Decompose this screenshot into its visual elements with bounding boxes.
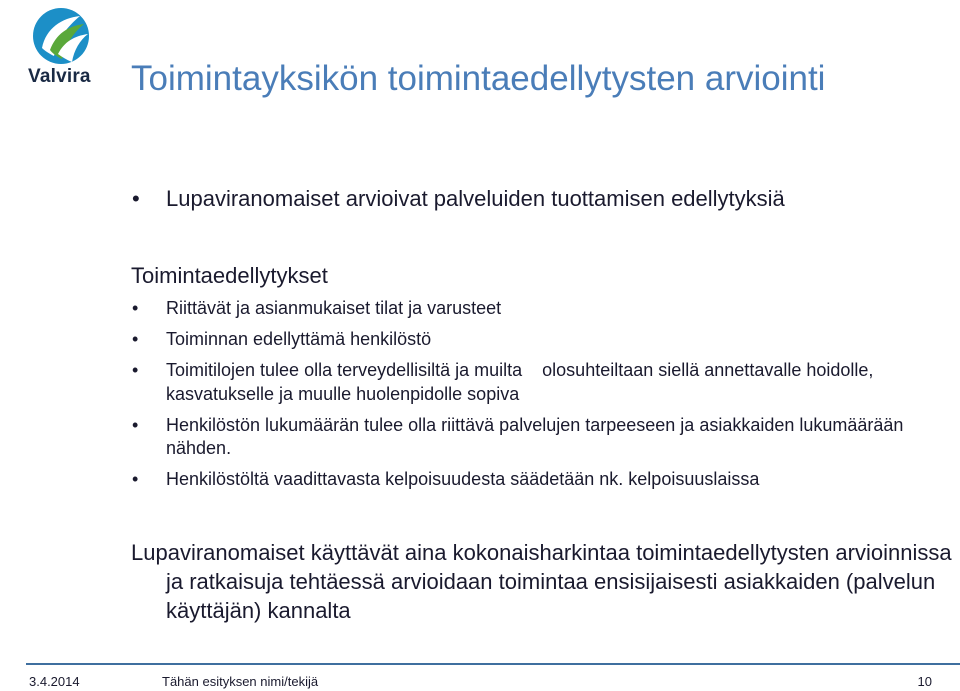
list-item: • Toimitilojen tulee olla terveydellisiltä ja muilta olosuhteiltaan siellä annettavalle hoidolle, kasvatukselle ja muulle huolenpidolle sopiva <box>132 359 932 406</box>
footer-divider <box>26 663 960 665</box>
conclusion-paragraph: Lupaviranomaiset käyttävät aina kokonaisharkintaa toimintaedellytysten arvioinnissa ja ratkaisuja tehtäessä arvioidaan toimintaa ensisijaisesti asiakkaiden (palvelun käyttäjän) kannalta <box>131 540 952 623</box>
list-item: • Toiminnan edellyttämä henkilöstö <box>132 328 932 352</box>
requirements-list <box>132 297 932 499</box>
section-subheading: Toimintaedellytykset <box>131 263 328 288</box>
list-item: • Henkilöstön lukumäärän tulee olla riittävä palvelujen tarpeeseen ja asiakkaiden lukumäärään nähden. <box>132 414 932 461</box>
list-item: • Riittävät ja asianmukaiset tilat ja varusteet <box>132 297 932 321</box>
logo-wordmark: Valvira <box>28 66 91 87</box>
page-number: 10 <box>917 674 932 689</box>
valvira-logo-mark <box>28 4 98 68</box>
footer-presentation-name: Tähän esityksen nimi/tekijä <box>162 674 319 689</box>
footer-date: 3.4.2014 <box>29 674 80 689</box>
list-item: • Henkilöstöltä vaadittavasta kelpoisuudesta säädetään nk. kelpoisuuslaissa <box>132 468 932 492</box>
main-bullet-list <box>132 184 932 214</box>
main-bullet-item: • Lupaviranomaiset arvioivat palveluiden tuottamisen edellytyksiä <box>132 184 932 214</box>
slide-title: Toimintayksikön toimintaedellytysten arviointi <box>131 59 826 98</box>
